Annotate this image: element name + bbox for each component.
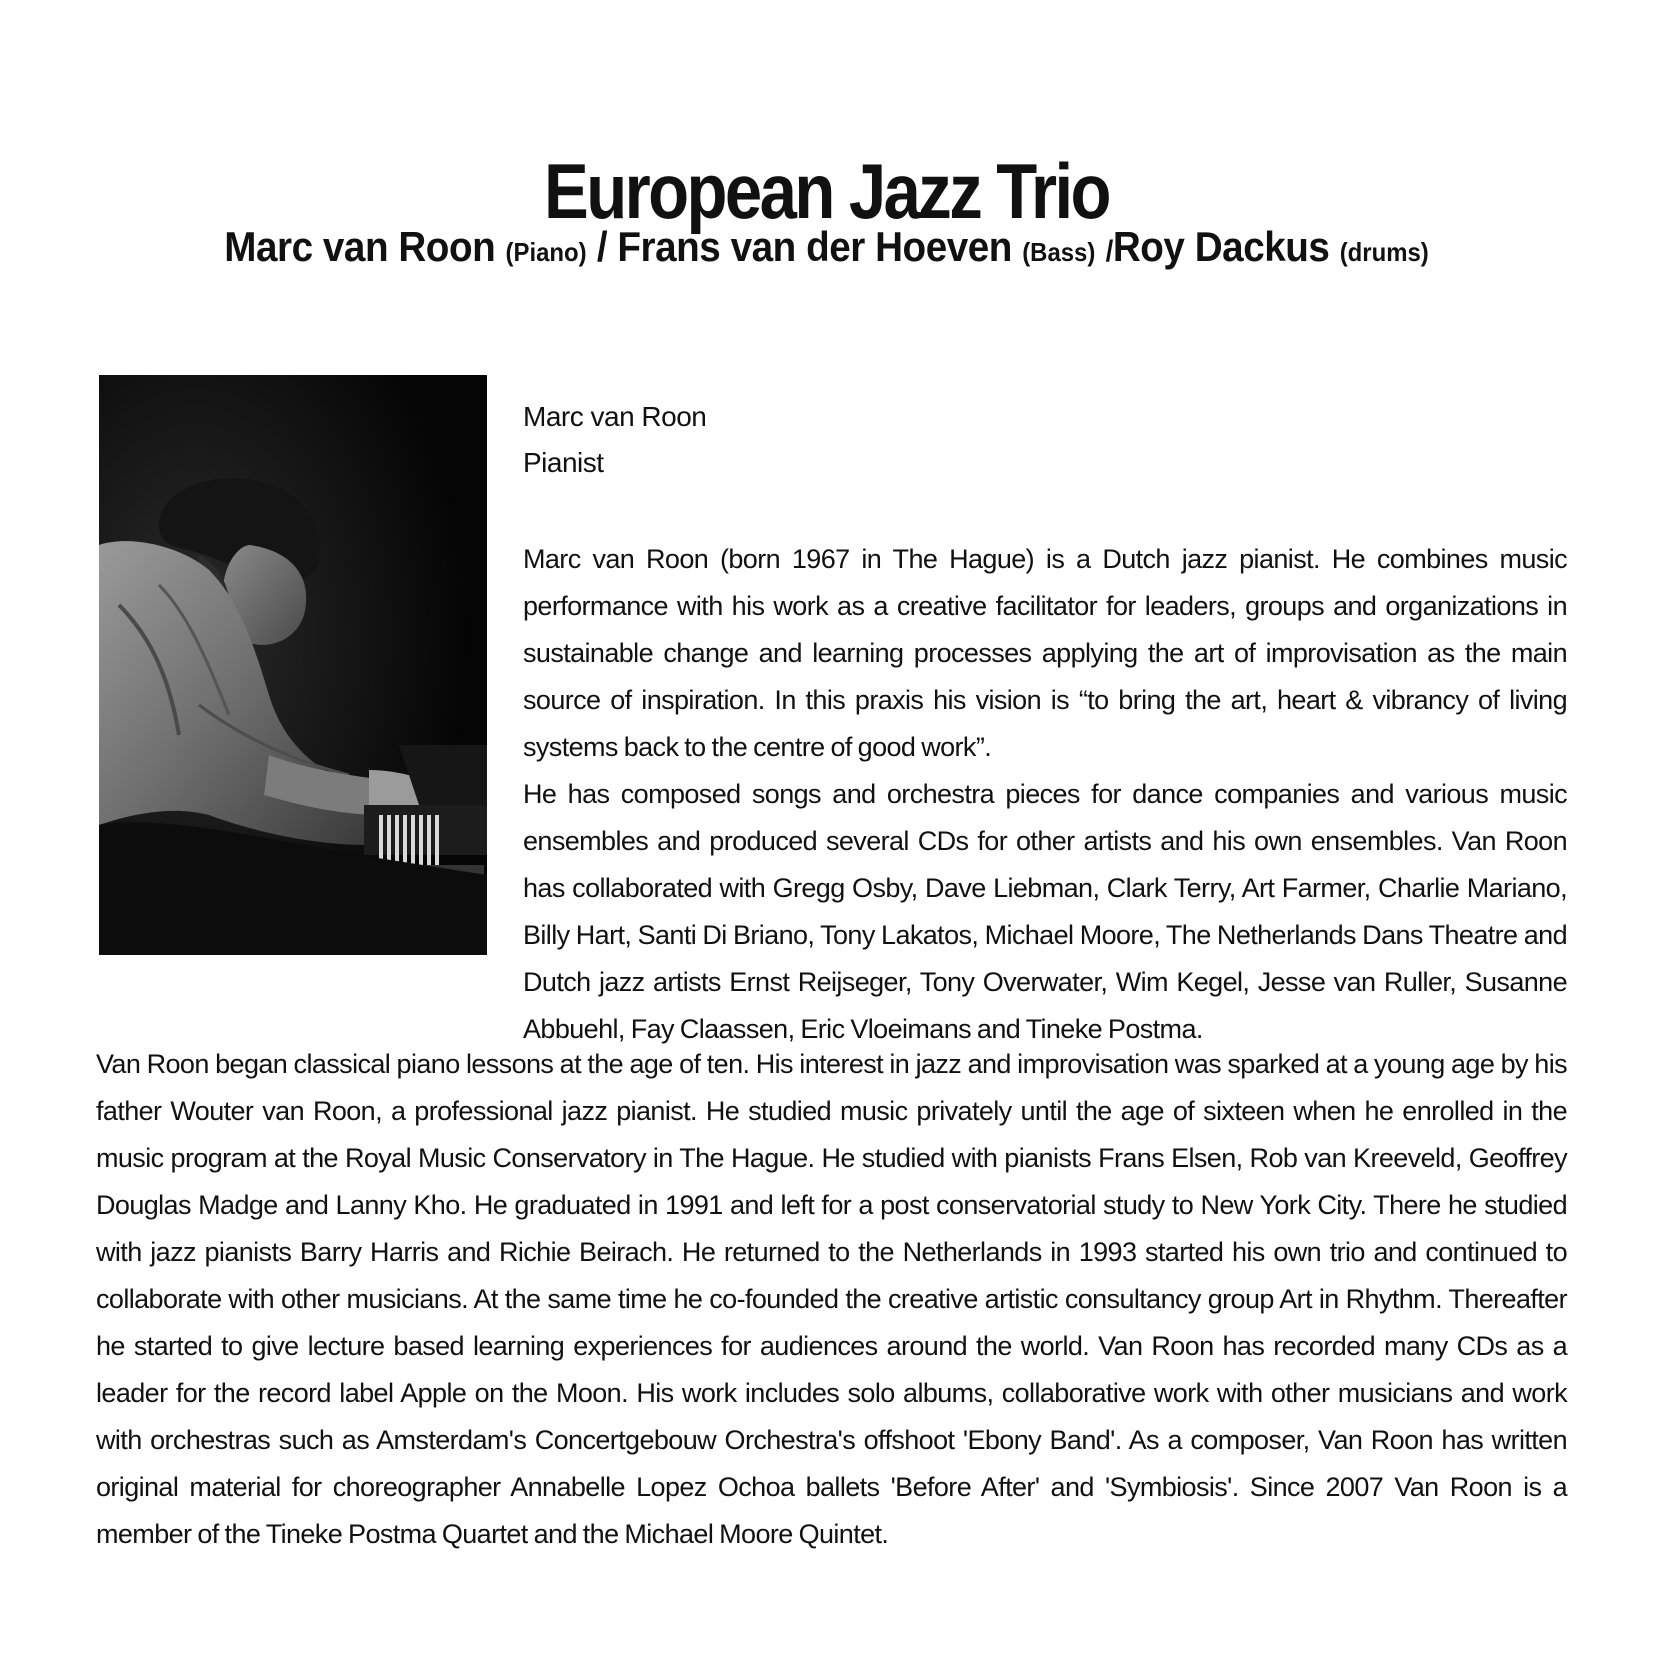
profile-role: Pianist bbox=[523, 447, 604, 478]
profile-name: Marc van Roon bbox=[523, 401, 707, 432]
biography-paragraph-2: He has composed songs and orchestra pieces for dance companies and various music ensembles and produced several CDs for other artists and his own ensembles. Van Roon has collaborated with Gregg Osby, Dave Liebman, Clark Terry, Art Farmer, Charlie Mariano, Billy Hart, Santi Di Briano, Tony Lakatos, Michael Moore, The Netherlands Dans Theatre and Dutch jazz artists Ernst Reijseger, Tony Overwater, Wim Kegel, Jesse van Ruller, Susanne Abbuehl, Fay Claassen, Eric Vloeimans and Tineke Postma. bbox=[523, 779, 1567, 1044]
pianist-photo-icon bbox=[99, 375, 487, 955]
member-name-3: Roy Dackus bbox=[1112, 223, 1330, 270]
page-title: European Jazz Trio bbox=[544, 147, 1109, 236]
band-lineup bbox=[66, 223, 1587, 270]
member-instrument-3: (drums) bbox=[1339, 237, 1429, 267]
profile-heading bbox=[523, 394, 1563, 486]
member-instrument-2: (Bass) bbox=[1022, 237, 1096, 267]
member-instrument-1: (Piano) bbox=[505, 237, 587, 267]
biography-intro bbox=[523, 536, 1567, 1053]
lineup-separator-2: / bbox=[1105, 235, 1113, 268]
biography-main bbox=[96, 1041, 1567, 1558]
biography-paragraph-3: Van Roon began classical piano lessons at the age of ten. His interest in jazz and improvisation was sparked at a young age by his father Wouter van Roon, a professional jazz pianist. He studied music privately until the age of sixteen when he enrolled in the music program at the Royal Music Conservatory in The Hague. He studied with pianists Frans Elsen, Rob van Kreeveld, Geoffrey Douglas Madge and Lanny Kho. He graduated in 1991 and left for a post conservatorial study to New York City. There he studied with jazz pianists Barry Harris and Richie Beirach. He returned to the Netherlands in 1993 started his own trio and continued to collaborate with other musicians. At the same time he co-founded the creative artistic consultancy group Art in Rhythm. Thereafter he started to give lecture based learning experiences for audiences around the world. Van Roon has recorded many CDs as a leader for the record label Apple on the Moon. His work includes solo albums, collaborative work with other musicians and work with orchestras such as Amsterdam's Concertgebouw Orchestra's offshoot 'Ebony Band'. As a composer, Van Roon has written original material for choreographer Annabelle Lopez Ochoa ballets 'Before After' and 'Symbiosis'. Since 2007 Van Roon is a member of the Tineke Postma Quartet and the Michael Moore Quintet. bbox=[96, 1049, 1567, 1549]
lineup-separator-1: / bbox=[596, 223, 608, 270]
member-name-1: Marc van Roon bbox=[224, 223, 496, 270]
biography-paragraph-1: Marc van Roon (born 1967 in The Hague) is a Dutch jazz pianist. He combines music performance with his work as a creative facilitator for leaders, groups and organizations in sustainable change and learning processes applying the art of improvisation as the main source of inspiration. In this praxis his vision is “to bring the art, heart & vibrancy of living systems back to the centre of good work”. bbox=[523, 544, 1567, 762]
pianist-photo-illustration bbox=[99, 375, 487, 955]
member-name-2: Frans van der Hoeven bbox=[617, 223, 1012, 270]
